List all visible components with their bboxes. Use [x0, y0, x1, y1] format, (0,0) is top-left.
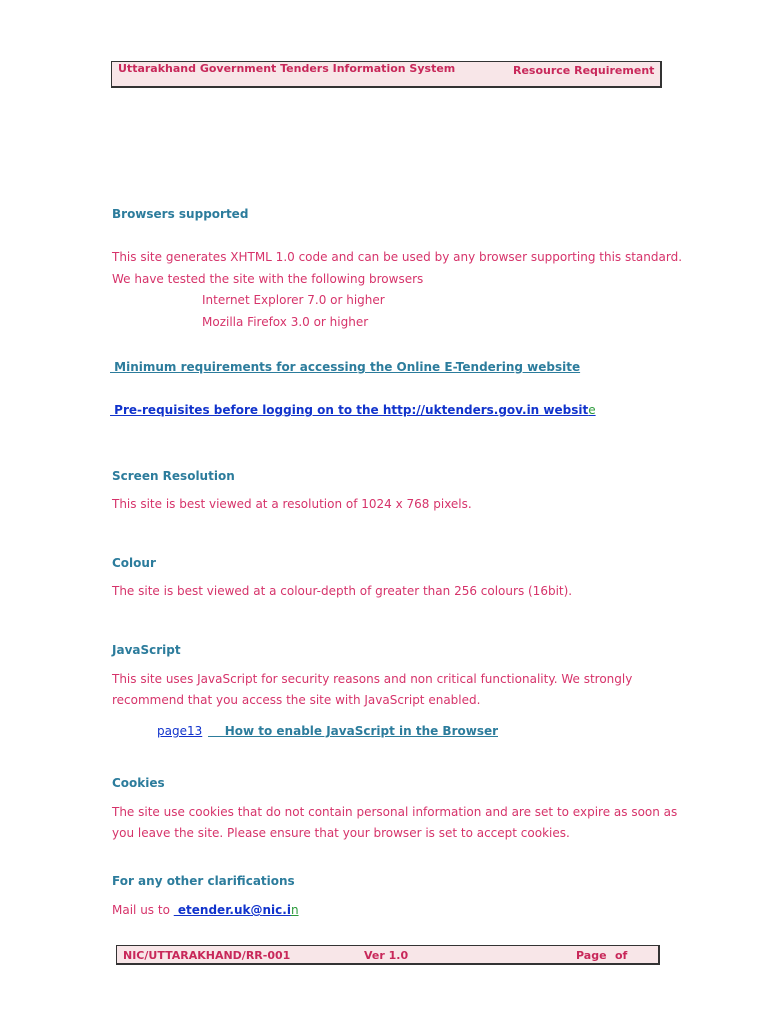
browsers-line1: This site generates XHTML 1.0 code and can be used by any browser supporting this standard. — [112, 250, 683, 264]
screen-heading: Screen Resolution — [112, 469, 235, 483]
min-requirements-link[interactable]: Minimum requirements for accessing the Online E-Tendering website — [110, 360, 581, 374]
cookies-line2: you leave the site. Please ensure that your browser is set to accept cookies. — [112, 826, 570, 840]
javascript-heading: JavaScript — [112, 643, 181, 657]
enable-javascript-link[interactable]: How to enable JavaScript in the Browser — [208, 724, 499, 738]
browsers-line2: We have tested the site with the following browsers — [112, 272, 424, 286]
header-title: Uttarakhand Government Tenders Information System — [118, 62, 456, 75]
page13-link[interactable]: page13 — [157, 724, 203, 738]
colour-text: The site is best viewed at a colour-depth of greater than 256 colours (16bit). — [112, 584, 573, 598]
prerequisites-link-text[interactable]: Pre-requisites before logging on to the http://uktenders.gov.in websit — [110, 403, 589, 417]
browser-item-ie: Internet Explorer 7.0 or higher — [202, 293, 385, 307]
cookies-heading: Cookies — [112, 776, 165, 790]
browser-item-firefox: Mozilla Firefox 3.0 or higher — [202, 315, 369, 329]
mail-prefix: Mail us to — [112, 903, 174, 917]
clarifications-heading: For any other clarifications — [112, 874, 295, 888]
colour-heading: Colour — [112, 556, 156, 570]
javascript-line1: This site uses JavaScript for security reasons and non critical functionality. We strongly — [112, 672, 633, 686]
javascript-line2: recommend that you access the site with JavaScript enabled. — [112, 693, 481, 707]
email-link[interactable]: etender.uk@nic.i — [173, 903, 291, 917]
footer-doc-id: NIC/UTTARAKHAND/RR-001 — [123, 949, 291, 962]
footer-version: Ver 1.0 — [364, 949, 409, 962]
screen-text: This site is best viewed at a resolution of 1024 x 768 pixels. — [112, 497, 472, 511]
browsers-heading: Browsers supported — [112, 207, 249, 221]
prerequisites-link-tail[interactable]: e — [588, 403, 596, 417]
prerequisites-link[interactable] — [110, 403, 596, 417]
email-link-tail[interactable]: n — [290, 903, 299, 917]
footer-of-label: of — [615, 949, 628, 962]
mail-line — [112, 900, 299, 921]
header-section: Resource Requirement — [513, 64, 655, 77]
footer-page-label: Page — [576, 949, 607, 962]
cookies-line1: The site use cookies that do not contain personal information and are set to expire as soon as — [112, 805, 678, 819]
